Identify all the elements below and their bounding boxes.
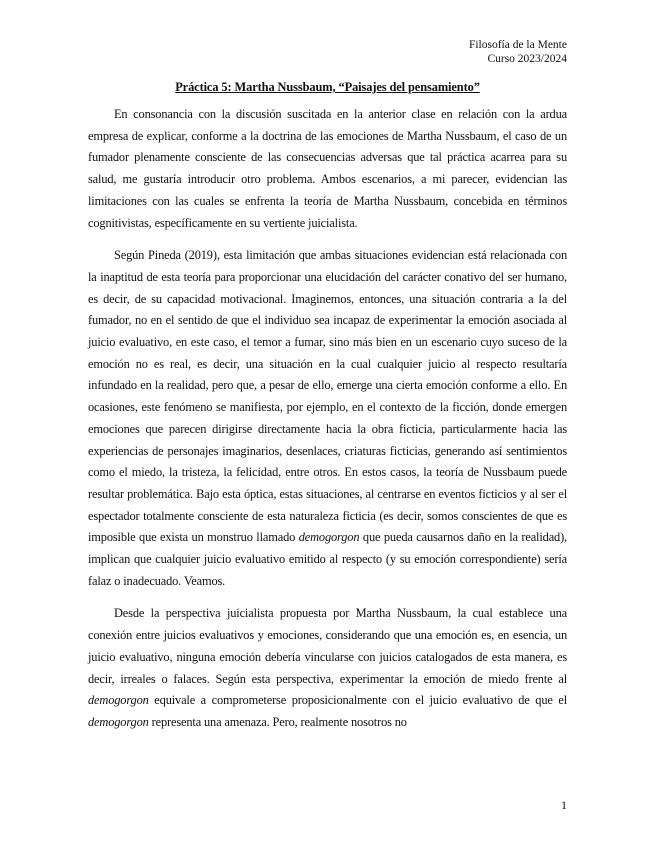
italic-term: demogorgon bbox=[298, 530, 360, 545]
paragraph-text: Según Pineda (2019), esta limitación que ambas situaciones evidencian está relacionada con la inaptitud de esta teoría para proporcionar una elucidación del carácter conativo del ser humano, es decir, de su capacidad motivacional. Imaginemos, entonces, una situación contraria a la del fumador, no en el sentido de que el individuo sea incapaz de experimentar la emoción asociada al juicio evaluativo, en este caso, el temor a fumar, sino más bien en un escenario cuyo suceso de la emoción no es real, es decir, una situación en la cual cualquier juicio al respecto resultaría infundado en la realidad, pero que, a pesar de ello, emerge una cierta emoción conforme a ello. En ocasiones, este fenómeno se manifiesta, por ejemplo, en el contexto de la ficción, donde emergen emociones que parecen dirigirse directamente hacia la obra ficticia, particularmente hacia las experiencias de personajes imaginarios, desenlaces, criaturas ficticias, generando así sentimientos como el miedo, la tristeza, la felicidad, entre otros. En estos casos, la teoría de Nussbaum puede resultar problemática. Bajo esta óptica, estas situaciones, al centrarse en eventos ficticios y al ser el espectador totalmente consciente de esta naturaleza ficticia (es decir, somos conscientes de que es imposible que exista un monstruo llamado bbox=[88, 248, 567, 545]
paragraph-text: En consonancia con la discusión suscitada en la anterior clase en relación con la ardua empresa de explicar, conforme a la doctrina de las emociones de Martha Nussbaum, el caso de un fumador plenamente consciente de las consecuencias adversas que tal práctica acarrea para su salud, me gustaría introducir otro problema. Ambos escenarios, a mi parecer, evidencian las limitaciones con las cuales se enfrenta la teoría de Martha Nussbaum, concebida en términos cognitivistas, específicamente en su vertiente juicialista. bbox=[88, 107, 567, 230]
paragraph-text: representa una amenaza. Pero, realmente nosotros no bbox=[148, 714, 407, 729]
document-body bbox=[88, 104, 567, 745]
document-title: Práctica 5: Martha Nussbaum, “Paisajes del pensamiento” bbox=[175, 80, 480, 94]
paragraph-text: Desde la perspectiva juicialista propuesta por Martha Nussbaum, la cual establece una conexión entre juicios evaluativos y emociones, considerando que una emoción es, en esencia, un juicio evaluativo, ninguna emoción debería vincularse con juicios catalogados de esta manera, es decir, irreales o falaces. Según esta perspectiva, experimentar la emoción de miedo frente al bbox=[88, 606, 567, 686]
paragraph bbox=[88, 603, 567, 733]
paragraph-text: equivale a comprometerse proposicionalmente con el juicio evaluativo de que el bbox=[148, 693, 567, 708]
paragraph bbox=[88, 104, 567, 234]
page-header bbox=[469, 38, 567, 66]
page-number: 1 bbox=[561, 798, 567, 812]
paragraph-text: que pueda causarnos daño en la realidad), implican que cualquier juicio evaluativo emitido al respecto (y su emoción correspondiente) sería falaz o inadecuado. Veamos. bbox=[88, 530, 568, 588]
course-name: Filosofía de la Mente bbox=[468, 39, 567, 51]
italic-term: demogorgon bbox=[88, 714, 149, 729]
italic-term: demogorgon bbox=[88, 693, 149, 708]
course-year: Curso 2023/2024 bbox=[487, 53, 567, 65]
paragraph bbox=[88, 245, 567, 592]
